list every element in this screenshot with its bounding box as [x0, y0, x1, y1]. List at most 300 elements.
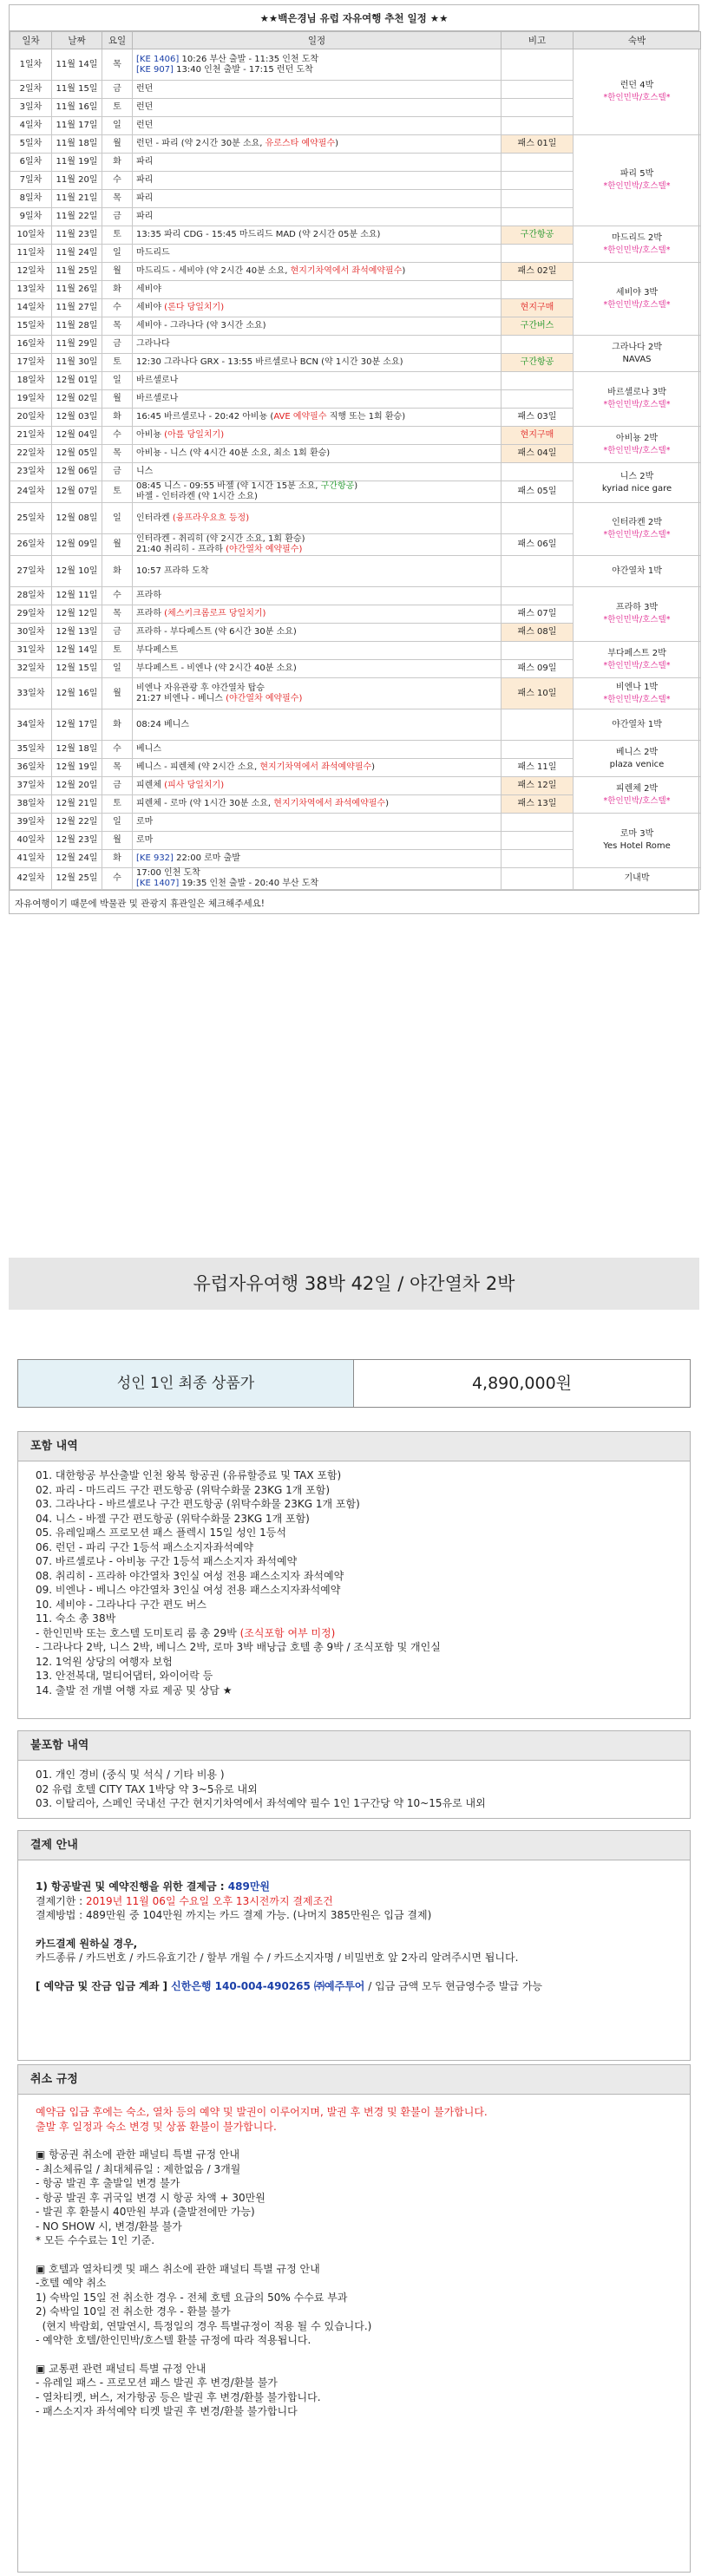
- weekday-cell: 목: [102, 445, 133, 463]
- day-cell: 12일차: [10, 263, 52, 281]
- schedule-cell: [133, 81, 502, 99]
- list-item: - 패스소지자 좌석예약 티켓 발권 후 변경/환불 불가합니다: [36, 2405, 298, 2417]
- remarks-cell: 패스 04일: [502, 445, 574, 463]
- accommodation-cell: [574, 226, 701, 263]
- schedule-cell: [133, 832, 502, 850]
- flight-code: [KE 932]: [136, 853, 174, 863]
- remarks-cell: 패스 12일: [502, 777, 574, 795]
- weekday-cell: 수: [102, 172, 133, 190]
- schedule-cell: [133, 463, 502, 481]
- weekday-cell: 월: [102, 135, 133, 154]
- accommodation-name: 그라나다 2박: [612, 342, 662, 352]
- schedule-text: ): [354, 481, 358, 491]
- day-cell: 25일차: [10, 503, 52, 534]
- day-cell: 23일차: [10, 463, 52, 481]
- remarks-cell: [502, 868, 574, 890]
- day-cell: 13일차: [10, 281, 52, 299]
- schedule-highlight: 유로스타 예약필수: [265, 139, 336, 148]
- day-cell: 19일차: [10, 390, 52, 409]
- schedule-text: 12:30 그라나다 GRX - 13:55 바르셀로나 BCN (약 1시간 30분 소요): [136, 357, 403, 367]
- remarks-cell: 패스 06일: [502, 534, 574, 556]
- schedule-text: 22:00 로마 출발: [173, 853, 240, 863]
- cancellation-heading: 취소 규정: [18, 2065, 690, 2095]
- date-cell: 12월 05일: [52, 445, 102, 463]
- date-cell: 12월 07일: [52, 481, 102, 503]
- date-cell: 12월 20일: [52, 777, 102, 795]
- weekday-cell: 월: [102, 678, 133, 709]
- table-row: [10, 427, 701, 445]
- remarks-cell: [502, 245, 574, 263]
- weekday-cell: 일: [102, 503, 133, 534]
- accommodation-cell: [574, 814, 701, 868]
- accommodation-cell: [574, 372, 701, 427]
- weekday-cell: 화: [102, 154, 133, 172]
- schedule-cell: [133, 49, 502, 81]
- accommodation-name: 프라하 3박: [615, 603, 659, 612]
- schedule-cell: [133, 605, 502, 624]
- list-item: 13. 안전복대, 멀티어댑터, 와이어락 등: [36, 1670, 213, 1682]
- excluded-heading: 불포함 내역: [18, 1731, 690, 1761]
- list-item: 14. 출발 전 개별 여행 자료 제공 및 상담 ★: [36, 1684, 233, 1697]
- table-row: [10, 263, 701, 281]
- remarks-cell: [502, 390, 574, 409]
- bank-account: [36, 1979, 672, 1994]
- schedule-text: 바젤 - 인터라켄 (약 1시간 소요): [136, 492, 258, 501]
- day-cell: 29일차: [10, 605, 52, 624]
- remarks-cell: [502, 463, 574, 481]
- date-cell: 12월 18일: [52, 741, 102, 759]
- schedule-cell: [133, 814, 502, 832]
- schedule-cell: [133, 642, 502, 660]
- weekday-cell: 금: [102, 336, 133, 354]
- schedule-cell: [133, 208, 502, 226]
- header-schedule: 일정: [133, 32, 502, 49]
- date-cell: 11월 23일: [52, 226, 102, 245]
- schedule-highlight: AVE 예약필수: [273, 412, 327, 422]
- cancellation-section: [17, 2064, 691, 2573]
- date-cell: 12월 12일: [52, 605, 102, 624]
- day-cell: 35일차: [10, 741, 52, 759]
- accommodation-name: 기내박: [624, 873, 650, 883]
- day-cell: 4일차: [10, 117, 52, 135]
- date-cell: 12월 17일: [52, 709, 102, 741]
- schedule-text: 17:00 인천 도착: [136, 868, 200, 878]
- list-item: 06. 런던 - 파리 구간 1등석 패스소지자좌석예약: [36, 1540, 254, 1553]
- table-row: [10, 777, 701, 795]
- accommodation-type: *한인민박/호스텔*: [603, 299, 671, 310]
- schedule-cell: [133, 534, 502, 556]
- schedule-cell: [133, 678, 502, 709]
- remarks-cell: 구간항공: [502, 354, 574, 372]
- accommodation-type: *한인민박/호스텔*: [603, 615, 671, 624]
- schedule-cell: [133, 99, 502, 117]
- accommodation-name: 로마 3박: [620, 829, 654, 839]
- list-item: - 그라나다 2박, 니스 2박, 베니스 2박, 로마 3박 배낭급 호텔 총 9박 / 조식포함 및 개인실: [36, 1641, 441, 1653]
- schedule-text: 부다페스트 - 비엔나 (약 2시간 40분 소요): [136, 664, 297, 673]
- day-cell: 7일차: [10, 172, 52, 190]
- accommodation-type: *한인민박/호스텔*: [603, 795, 671, 806]
- date-cell: 11월 29일: [52, 336, 102, 354]
- schedule-text: 로마: [136, 835, 154, 845]
- payment-section: [17, 1830, 691, 2061]
- date-cell: 11월 19일: [52, 154, 102, 172]
- remarks-cell: 패스 01일: [502, 135, 574, 154]
- weekday-cell: 목: [102, 317, 133, 336]
- remarks-cell: [502, 814, 574, 832]
- schedule-text: 런던: [136, 102, 154, 112]
- date-cell: 12월 06일: [52, 463, 102, 481]
- remarks-cell: [502, 81, 574, 99]
- schedule-text: 부다페스트: [136, 645, 179, 655]
- schedule-text: 21:27 비엔나 - 베니스: [136, 693, 226, 703]
- schedule-text: 10:26 부산 출발 - 11:35 인천 도착: [179, 54, 319, 64]
- remarks-cell: [502, 709, 574, 741]
- schedule-text: 세비야 - 그라나다 (약 3시간 소요): [136, 321, 266, 330]
- date-cell: 11월 16일: [52, 99, 102, 117]
- remarks-cell: 패스 11일: [502, 759, 574, 777]
- accommodation-type: *한인민박/호스텔*: [603, 245, 671, 255]
- weekday-cell: 수: [102, 741, 133, 759]
- table-row: [10, 709, 701, 741]
- day-cell: 20일차: [10, 409, 52, 427]
- hotel-name: NAVAS: [622, 354, 652, 364]
- date-cell: 12월 16일: [52, 678, 102, 709]
- day-cell: 1일차: [10, 49, 52, 81]
- accommodation-type: *한인민박/호스텔*: [603, 93, 671, 102]
- date-cell: 12월 09일: [52, 534, 102, 556]
- accommodation-cell: [574, 678, 701, 709]
- day-cell: 28일차: [10, 587, 52, 605]
- schedule-text: ): [335, 139, 339, 148]
- schedule-cell: [133, 263, 502, 281]
- schedule-cell: [133, 741, 502, 759]
- accommodation-cell: [574, 263, 701, 336]
- table-row: [10, 135, 701, 154]
- date-cell: 11월 26일: [52, 281, 102, 299]
- weekday-cell: 월: [102, 832, 133, 850]
- list-item: ▣ 호텔과 열차티켓 및 패스 취소에 관한 패널티 특별 규정 안내: [36, 2262, 320, 2275]
- schedule-text: 21:40 취리히 - 프라하: [136, 545, 226, 554]
- date-cell: 12월 14일: [52, 642, 102, 660]
- table-row: [10, 463, 701, 481]
- table-row: [10, 336, 701, 354]
- day-cell: 5일차: [10, 135, 52, 154]
- weekday-cell: 목: [102, 759, 133, 777]
- header-weekday: 요일: [102, 32, 133, 49]
- day-cell: 31일차: [10, 642, 52, 660]
- list-item: 05. 유레일패스 프로모션 패스 플렉시 15일 성인 1등석: [36, 1527, 286, 1539]
- weekday-cell: 월: [102, 263, 133, 281]
- remarks-cell: 패스 09일: [502, 660, 574, 678]
- header-day: 일차: [10, 32, 52, 49]
- schedule-text: 13:40 인천 출발 - 17:15 런던 도착: [173, 64, 313, 75]
- weekday-cell: 목: [102, 190, 133, 208]
- remarks-cell: 구간버스: [502, 317, 574, 336]
- remarks-cell: 구간항공: [502, 226, 574, 245]
- schedule-text: ): [402, 266, 406, 276]
- schedule-text: 로마: [136, 817, 154, 827]
- schedule-text: ): [385, 799, 389, 808]
- remarks-cell: 패스 02일: [502, 263, 574, 281]
- schedule-cell: [133, 777, 502, 795]
- sub-item-text: - 한인민박 또는 호스텔 도미토리 룸 총 29박: [36, 1626, 240, 1639]
- weekday-cell: 월: [102, 534, 133, 556]
- remarks-cell: [502, 117, 574, 135]
- remarks-cell: [502, 832, 574, 850]
- hotel-name: Yes Hotel Rome: [603, 841, 671, 851]
- list-item: 04. 니스 - 바젤 구간 편도항공 (위탁수화물 23KG 1개 포함): [36, 1512, 310, 1525]
- date-cell: 11월 28일: [52, 317, 102, 336]
- remarks-cell: [502, 190, 574, 208]
- schedule-text: 그라나다: [136, 339, 170, 349]
- date-cell: 12월 04일: [52, 427, 102, 445]
- schedule-cell: [133, 445, 502, 463]
- payment-method: 결제방법 : 489만원 중 104만원 까지는 카드 결제 가능. (나머지 385만원은 입금 결제): [36, 1909, 432, 1921]
- date-cell: 12월 10일: [52, 556, 102, 587]
- accommodation-name: 인터라켄 2박: [612, 518, 662, 527]
- date-cell: 11월 30일: [52, 354, 102, 372]
- hotel-name: kyriad nice gare: [601, 483, 672, 494]
- list-item: 02. 파리 - 마드리드 구간 편도항공 (위탁수화물 23KG 1개 포함): [36, 1483, 331, 1496]
- date-cell: 11월 22일: [52, 208, 102, 226]
- schedule-text: 프라하 - 부다페스트 (약 6시간 30분 소요): [136, 627, 297, 637]
- schedule-text: 13:35 파리 CDG - 15:45 마드리드 MAD (약 2시간 05분 소요): [136, 230, 381, 239]
- accommodation-cell: [574, 135, 701, 226]
- weekday-cell: 금: [102, 624, 133, 642]
- itinerary-header-row: [10, 32, 701, 49]
- schedule-text: 08:45 니스 - 09:55 바젤 (약 1시간 15분 소요,: [136, 481, 321, 491]
- accommodation-cell: [574, 463, 701, 503]
- day-cell: 15일차: [10, 317, 52, 336]
- accommodation-name: 부다페스트 2박: [607, 648, 666, 658]
- schedule-highlight: (야간열차 예약필수): [226, 545, 303, 554]
- payment-deadline: [36, 1894, 672, 1909]
- day-cell: 18일차: [10, 372, 52, 390]
- schedule-text: 16:45 바르셀로나 - 20:42 아비뇽 (: [136, 412, 274, 422]
- weekday-cell: 목: [102, 49, 133, 81]
- table-row: [10, 741, 701, 759]
- card-info: 카드종류 / 카드번호 / 카드유효기간 / 할부 개월 수 / 카드소지자명 / 비밀번호 앞 2자리 알려주시면 됩니다.: [36, 1952, 519, 1964]
- accommodation-name: 아비뇽 2박: [615, 433, 659, 443]
- schedule-text: 베니스 - 피렌체 (약 2시간 소요,: [136, 762, 260, 772]
- remarks-cell: [502, 503, 574, 534]
- accommodation-cell: [574, 49, 701, 135]
- schedule-text: 프라하: [136, 591, 161, 600]
- remarks-cell: [502, 587, 574, 605]
- flight-code: [KE 1406]: [136, 54, 180, 64]
- weekday-cell: 수: [102, 299, 133, 317]
- weekday-cell: 토: [102, 226, 133, 245]
- schedule-cell: [133, 172, 502, 190]
- day-cell: 36일차: [10, 759, 52, 777]
- day-cell: 3일차: [10, 99, 52, 117]
- price-value: 4,890,000원: [471, 1374, 573, 1393]
- hotel-name: plaza venice: [609, 759, 665, 769]
- weekday-cell: 수: [102, 868, 133, 890]
- schedule-text: ): [371, 762, 376, 772]
- schedule-cell: [133, 135, 502, 154]
- accommodation-name: 니스 2박: [620, 471, 654, 481]
- day-cell: 27일차: [10, 556, 52, 587]
- itinerary-table: [10, 31, 701, 890]
- schedule-highlight: (융프라우요흐 등정): [172, 513, 250, 523]
- schedule-text: 피렌체 - 로마 (약 1시간 30분 소요,: [136, 799, 274, 808]
- day-cell: 21일차: [10, 427, 52, 445]
- product-title: 유럽자유여행 38박 42일 / 야간열차 2박: [9, 1258, 699, 1310]
- schedule-text: 파리: [136, 212, 154, 221]
- table-row: [10, 226, 701, 245]
- remarks-cell: 패스 10일: [502, 678, 574, 709]
- payment-amount: [36, 1880, 672, 1894]
- accommodation-cell: [574, 336, 701, 372]
- weekday-cell: 금: [102, 463, 133, 481]
- list-item: 08. 취리히 - 프라하 야간열차 3인실 여성 전용 패스소지자 좌석예약: [36, 1569, 344, 1582]
- schedule-text: 마드리드 - 세비야 (약 2시간 40분 소요,: [136, 266, 291, 276]
- day-cell: 32일차: [10, 660, 52, 678]
- weekday-cell: 금: [102, 208, 133, 226]
- included-section: [17, 1431, 691, 1719]
- schedule-text: 세비야: [136, 303, 165, 312]
- weekday-cell: 화: [102, 281, 133, 299]
- remarks-cell: [502, 642, 574, 660]
- date-cell: 12월 08일: [52, 503, 102, 534]
- list-item: 12. 1억원 상당의 여행자 보험: [36, 1655, 173, 1668]
- weekday-cell: 토: [102, 99, 133, 117]
- schedule-text: 19:35 인천 출발 - 20:40 부산 도착: [179, 879, 319, 888]
- remarks-cell: [502, 49, 574, 81]
- day-cell: 34일차: [10, 709, 52, 741]
- schedule-text: 베니스: [136, 744, 161, 754]
- remarks-cell: 패스 13일: [502, 795, 574, 814]
- date-cell: 12월 19일: [52, 759, 102, 777]
- accommodation-cell: [574, 741, 701, 777]
- payment-amount-label: 1) 항공발권 및 예약진행을 위한 결제금 :: [36, 1880, 228, 1893]
- day-cell: 22일차: [10, 445, 52, 463]
- schedule-cell: [133, 556, 502, 587]
- list-item: - 항공 발권 후 귀국일 변경 시 항공 차액 + 30만원: [36, 2191, 266, 2204]
- schedule-highlight: 구간항공: [320, 481, 355, 491]
- remarks-cell: 현지구매: [502, 299, 574, 317]
- account-number: 신한은행 140-004-490265 ㈜예주투어: [171, 1979, 365, 1992]
- table-row: [10, 49, 701, 81]
- accommodation-type: *한인민박/호스텔*: [603, 445, 671, 455]
- included-list: [18, 1461, 690, 1704]
- date-cell: 12월 22일: [52, 814, 102, 832]
- date-cell: 12월 25일: [52, 868, 102, 890]
- remarks-cell: [502, 172, 574, 190]
- weekday-cell: 화: [102, 709, 133, 741]
- breakfast-note: (조식포함 여부 미정): [239, 1626, 336, 1639]
- itinerary-table-panel: [9, 4, 699, 914]
- schedule-cell: [133, 759, 502, 777]
- date-cell: 11월 20일: [52, 172, 102, 190]
- list-item: 09. 비엔나 - 베니스 야간열차 3인실 여성 전용 패스소지자좌석예약: [36, 1584, 341, 1596]
- weekday-cell: 일: [102, 814, 133, 832]
- account-note: / 입금 금액 모두 현금영수증 발급 가능: [364, 1979, 543, 1992]
- date-cell: 12월 21일: [52, 795, 102, 814]
- schedule-cell: [133, 587, 502, 605]
- date-cell: 11월 24일: [52, 245, 102, 263]
- payment-deadline-label: 결제기한 :: [36, 1894, 87, 1907]
- weekday-cell: 수: [102, 427, 133, 445]
- header-accommodation: 숙박: [574, 32, 701, 49]
- list-item: ▣ 교통편 관련 패널티 특별 규정 안내: [36, 2362, 206, 2375]
- schedule-cell: [133, 795, 502, 814]
- weekday-cell: 일: [102, 660, 133, 678]
- day-cell: 30일차: [10, 624, 52, 642]
- schedule-text: 08:24 베니스: [136, 719, 189, 729]
- date-cell: 12월 02일: [52, 390, 102, 409]
- accommodation-name: 세비야 3박: [615, 287, 659, 297]
- schedule-text: 피렌체: [136, 781, 165, 790]
- list-item: (현지 박람회, 연말연시, 특정일의 경우 특별규정이 적용 될 수 있습니다.): [36, 2319, 372, 2332]
- schedule-highlight: 현지기차역에서 좌석예약필수: [273, 799, 386, 808]
- day-cell: 24일차: [10, 481, 52, 503]
- day-cell: 6일차: [10, 154, 52, 172]
- accommodation-cell: [574, 777, 701, 814]
- schedule-text: 인터라켄 - 취리히 (약 2시간 소요, 1회 환승): [136, 534, 305, 544]
- date-cell: 11월 15일: [52, 81, 102, 99]
- weekday-cell: 토: [102, 354, 133, 372]
- weekday-cell: 화: [102, 409, 133, 427]
- schedule-text: 아비뇽 - 니스 (약 4시간 40분 소요, 최소 1회 환승): [136, 448, 331, 458]
- day-cell: 2일차: [10, 81, 52, 99]
- day-cell: 8일차: [10, 190, 52, 208]
- table-row: [10, 642, 701, 660]
- remarks-cell: 패스 05일: [502, 481, 574, 503]
- schedule-text: 런던: [136, 84, 154, 94]
- remarks-cell: [502, 741, 574, 759]
- date-cell: 12월 13일: [52, 624, 102, 642]
- schedule-highlight: (체스키크롬로프 당일치기): [164, 609, 266, 618]
- table-row: [10, 678, 701, 709]
- list-item: - 발권 후 환불시 40만원 부과 (출발전에만 가능): [36, 2206, 255, 2218]
- cancellation-body: [18, 2095, 690, 2426]
- list-item: * 모든 수수료는 1인 기준.: [36, 2234, 155, 2246]
- day-cell: 42일차: [10, 868, 52, 890]
- schedule-cell: [133, 281, 502, 299]
- remarks-cell: 패스 07일: [502, 605, 574, 624]
- payment-heading: 결제 안내: [18, 1831, 690, 1860]
- remarks-cell: [502, 556, 574, 587]
- table-row: [10, 814, 701, 832]
- list-item: - 열차티켓, 버스, 저가항공 등은 발권 후 변경/환불 불가합니다.: [36, 2390, 321, 2403]
- schedule-cell: [133, 317, 502, 336]
- date-cell: 12월 03일: [52, 409, 102, 427]
- day-cell: 41일차: [10, 850, 52, 868]
- accommodation-type: *한인민박/호스텔*: [603, 400, 671, 409]
- list-item: - NO SHOW 시, 변경/환불 불가: [36, 2220, 182, 2233]
- day-cell: 33일차: [10, 678, 52, 709]
- accommodation-name: 피렌체 2박: [615, 783, 659, 794]
- day-cell: 9일차: [10, 208, 52, 226]
- day-cell: 10일차: [10, 226, 52, 245]
- accommodation-cell: [574, 587, 701, 642]
- list-item: 2) 숙박일 10일 전 취소한 경우 - 환불 불가: [36, 2305, 231, 2318]
- weekday-cell: 월: [102, 390, 133, 409]
- schedule-text: 파리: [136, 157, 154, 167]
- remarks-cell: [502, 99, 574, 117]
- list-item: 01. 대한항공 부산출발 인천 왕복 항공권 (유류할증료 및 TAX 포함): [36, 1469, 342, 1481]
- schedule-text: 런던: [136, 121, 154, 130]
- accommodation-cell: [574, 709, 701, 741]
- list-item: - 유레일 패스 - 프로모션 패스 발권 후 변경/환불 불가: [36, 2377, 278, 2389]
- weekday-cell: 금: [102, 81, 133, 99]
- list-item: 11. 숙소 총 38박: [36, 1612, 116, 1625]
- accommodation-name: 베니스 2박: [615, 747, 659, 757]
- date-cell: 11월 25일: [52, 263, 102, 281]
- schedule-highlight: 현지기차역에서 좌석예약필수: [290, 266, 403, 276]
